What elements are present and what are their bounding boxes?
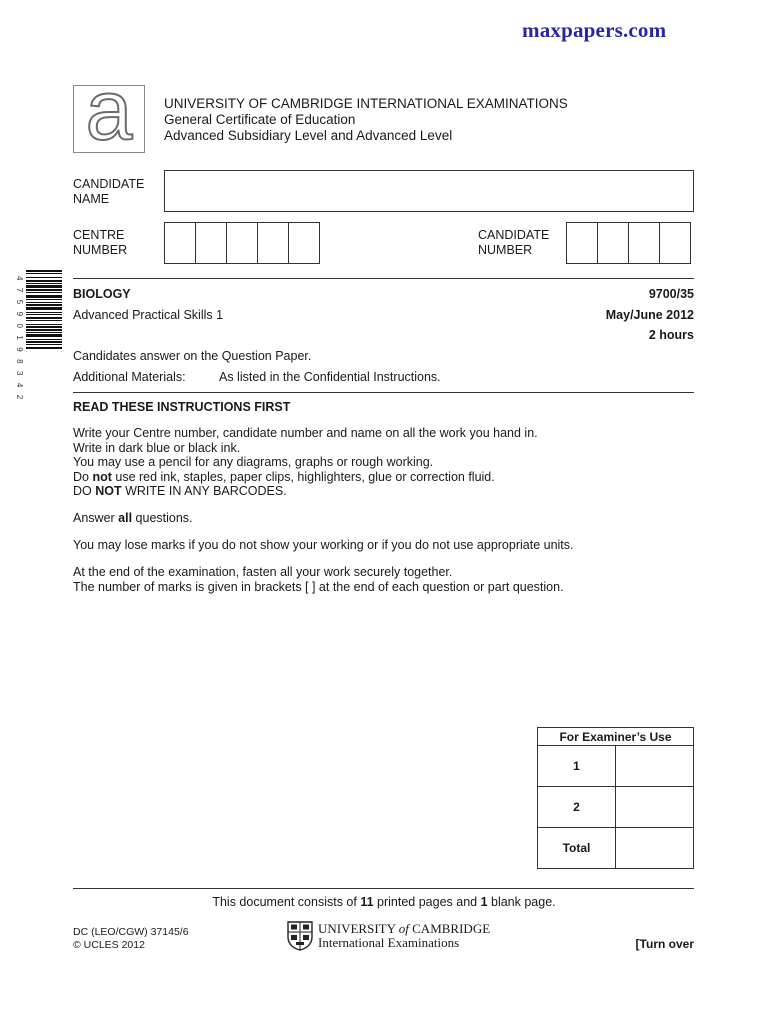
subject: BIOLOGY xyxy=(73,287,131,301)
candidate-number-label xyxy=(478,228,549,258)
component: Advanced Practical Skills 1 xyxy=(73,308,224,322)
instruction-line: Write in dark blue or black ink. xyxy=(73,440,241,455)
candidate-name-label xyxy=(73,177,144,207)
text: blank page. xyxy=(487,895,556,909)
digit-cell[interactable] xyxy=(257,222,289,264)
doc-reference: DC (LEO/CGW) 37145/6 xyxy=(73,926,189,938)
text: CAMBRIDGE xyxy=(412,921,491,936)
logo-letter: a xyxy=(85,63,133,157)
materials-value: As listed in the Confidential Instructions. xyxy=(219,370,441,384)
divider xyxy=(73,278,694,279)
brand-line-2: International Examinations xyxy=(318,935,460,950)
label-line: NUMBER xyxy=(478,243,533,257)
total-label: Total xyxy=(538,828,616,869)
text: WRITE IN ANY BARCODES. xyxy=(121,484,287,498)
barcode-digits: 4 7 5 9 0 1 9 8 3 4 2 xyxy=(15,276,24,402)
duration: 2 hours xyxy=(648,328,694,342)
digit-cell[interactable] xyxy=(164,222,196,264)
text: printed pages and xyxy=(373,895,481,909)
label-line: NAME xyxy=(73,192,110,206)
candidate-name-field[interactable] xyxy=(164,170,694,212)
emphasis: all xyxy=(118,511,133,525)
turn-over: [Turn over xyxy=(635,937,694,951)
label-line: CANDIDATE xyxy=(478,228,550,242)
cie-a-logo xyxy=(73,63,145,157)
text: questions. xyxy=(132,511,193,525)
page-count xyxy=(0,895,768,909)
digit-cell[interactable] xyxy=(628,222,660,264)
instructions-heading: READ THESE INSTRUCTIONS FIRST xyxy=(73,400,291,414)
instruction-line: The number of marks is given in brackets [ ] at the end of each question or part question. xyxy=(73,579,564,594)
text: use red ink, staples, paper clips, highlighters, glue or correction fluid. xyxy=(111,469,495,484)
ucles-brand xyxy=(318,922,490,950)
question-number: 1 xyxy=(538,746,616,787)
emphasis: not xyxy=(92,469,112,484)
text: Answer xyxy=(73,511,119,525)
paper-code: 9700/35 xyxy=(648,287,694,301)
header-line-1: UNIVERSITY OF CAMBRIDGE INTERNATIONAL EXAMINATIONS xyxy=(164,96,568,111)
instruction-line xyxy=(73,470,574,485)
text: This document consists of xyxy=(212,895,361,909)
header-line-3: Advanced Subsidiary Level and Advanced Level xyxy=(164,128,453,143)
digit-cell[interactable] xyxy=(597,222,629,264)
digit-cell[interactable] xyxy=(659,222,691,264)
footer-ref xyxy=(73,926,189,951)
label-line: CENTRE xyxy=(73,228,125,242)
digit-cell[interactable] xyxy=(566,222,598,264)
candidate-number-field[interactable] xyxy=(566,222,691,264)
divider xyxy=(73,888,694,889)
instruction-line xyxy=(73,484,574,499)
instruction-line: At the end of the examination, fasten all your work securely together. xyxy=(73,565,453,579)
centre-number-field[interactable] xyxy=(164,222,320,264)
text: UNIVERSITY xyxy=(318,921,396,936)
watermark-link[interactable]: maxpapers.com xyxy=(522,18,667,42)
instructions xyxy=(73,426,574,594)
question-number: 2 xyxy=(538,787,616,828)
instruction-line: You may lose marks if you do not show your working or if you do not use appropriate units. xyxy=(73,538,574,552)
mark-cell[interactable] xyxy=(616,828,694,869)
emphasis: 11 xyxy=(360,895,374,909)
divider xyxy=(73,392,694,393)
text: of xyxy=(398,921,409,936)
examiner-table-heading: For Examiner’s Use xyxy=(538,728,694,746)
text: Do xyxy=(73,469,93,484)
digit-cell[interactable] xyxy=(195,222,227,264)
centre-number-label xyxy=(73,228,127,258)
header-line-2: General Certificate of Education xyxy=(164,112,356,127)
copyright: © UCLES 2012 xyxy=(73,938,145,951)
brand-line-1 xyxy=(318,922,490,936)
answer-on: Candidates answer on the Question Paper. xyxy=(73,349,312,363)
instruction-line: Write your Centre number, candidate number and name on all the work you hand in. xyxy=(73,426,538,440)
digit-cell[interactable] xyxy=(288,222,320,264)
instruction-line: You may use a pencil for any diagrams, graphs or rough working. xyxy=(73,455,434,469)
label-line: NUMBER xyxy=(73,243,128,257)
digit-cell[interactable] xyxy=(226,222,258,264)
mark-cell[interactable] xyxy=(616,787,694,828)
emphasis: NOT xyxy=(95,484,122,498)
materials-label: Additional Materials: xyxy=(73,370,186,384)
label-line: CANDIDATE xyxy=(73,177,145,191)
cambridge-crest-icon xyxy=(287,921,313,951)
mark-cell[interactable] xyxy=(616,746,694,787)
barcode-number xyxy=(14,276,24,406)
examiner-use-table xyxy=(537,727,694,869)
emphasis: 1 xyxy=(480,895,488,909)
session: May/June 2012 xyxy=(605,308,694,322)
text: DO xyxy=(73,484,96,498)
exam-board-header xyxy=(164,96,568,144)
instruction-line xyxy=(73,511,574,526)
barcode xyxy=(26,270,62,412)
